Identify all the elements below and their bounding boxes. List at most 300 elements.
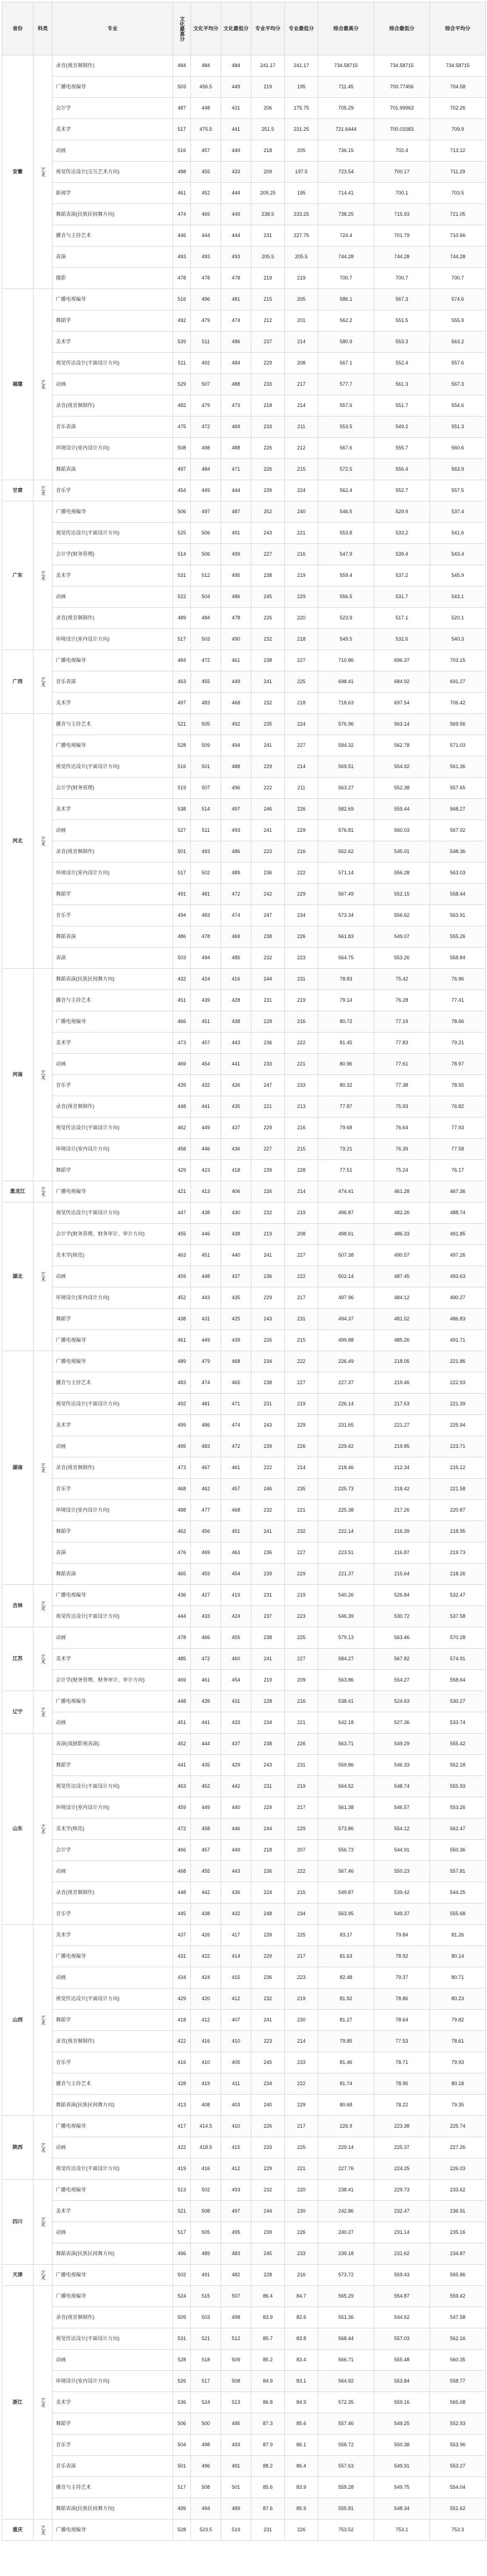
culture-avg-cell: 462	[191, 1479, 221, 1500]
culture-max-cell: 531	[173, 2328, 191, 2350]
culture-max-cell: 473	[173, 1033, 191, 1054]
culture-min-cell: 441	[221, 1054, 251, 1075]
table-row	[2, 2180, 486, 2201]
culture-max-cell: 529	[173, 374, 191, 395]
total-max-cell: 572.5	[318, 459, 374, 480]
total-min-cell: 225.37	[374, 2137, 430, 2158]
total-max-cell: 231.65	[318, 1415, 374, 1436]
total-max-cell: 557.46	[318, 2413, 374, 2435]
pro-avg-cell: 239	[251, 1436, 285, 1457]
culture-max-cell: 499	[173, 2498, 191, 2520]
culture-max-cell: 484	[173, 650, 191, 671]
pro-min-cell: 226	[285, 2520, 318, 2541]
culture-max-cell: 455	[173, 1224, 191, 1245]
major-cell: 舞蹈表演	[52, 926, 173, 948]
table-row	[2, 2201, 486, 2222]
culture-avg-cell: 512	[191, 565, 221, 586]
major-cell: 播音与主持艺术	[52, 225, 173, 247]
pro-avg-cell: 236	[251, 863, 285, 884]
major-cell: 环境设计(室内设计方向)	[52, 863, 173, 884]
pro-min-cell: 175.75	[285, 98, 318, 119]
total-min-cell: 532.6	[374, 629, 430, 650]
culture-min-cell: 481	[221, 289, 251, 310]
table-row	[2, 2520, 486, 2541]
total-min-cell: 231.14	[374, 2222, 430, 2243]
culture-max-cell: 509	[173, 2307, 191, 2328]
table-row	[2, 820, 486, 841]
pro-avg-cell: 240	[251, 2095, 285, 2116]
culture-max-cell: 466	[173, 1840, 191, 1861]
header-kelei: 科类	[34, 2, 52, 55]
kelei-cell: 艺术	[34, 289, 52, 480]
total-max-cell: 474.41	[318, 1181, 374, 1202]
culture-max-cell: 497	[173, 693, 191, 714]
total-avg-cell: 543.4	[430, 544, 486, 565]
pro-avg-cell: 228	[251, 1691, 285, 1712]
total-avg-cell: 562.16	[430, 2328, 486, 2350]
total-avg-cell: 537.58	[430, 1606, 486, 1627]
total-max-cell: 549.5	[318, 629, 374, 650]
total-min-cell: 567.3	[374, 289, 430, 310]
major-cell: 舞蹈表演	[52, 459, 173, 480]
total-min-cell: 219.46	[374, 1372, 430, 1394]
total-max-cell: 551.36	[318, 2307, 374, 2328]
total-min-cell: 546.57	[374, 1797, 430, 1819]
total-max-cell: 576.81	[318, 820, 374, 841]
culture-min-cell: 468	[221, 693, 251, 714]
pro-avg-cell: 233	[251, 416, 285, 438]
major-cell: 音乐学	[52, 2052, 173, 2073]
table-row	[2, 863, 486, 884]
total-max-cell: 83.17	[318, 1925, 374, 1946]
culture-max-cell: 516	[173, 756, 191, 778]
pro-avg-cell: 238	[251, 1734, 285, 1755]
culture-min-cell: 495	[221, 2222, 251, 2243]
total-max-cell: 698.41	[318, 671, 374, 693]
pro-min-cell: 86.4	[285, 2456, 318, 2477]
table-row	[2, 990, 486, 1011]
total-min-cell: 216.39	[374, 1521, 430, 1542]
culture-min-cell: 471	[221, 459, 251, 480]
total-min-cell: 75.24	[374, 1160, 430, 1181]
pro-avg-cell: 239	[251, 1564, 285, 1585]
culture-min-cell: 431	[221, 1691, 251, 1712]
culture-min-cell: 428	[221, 990, 251, 1011]
pro-avg-cell: 247	[251, 905, 285, 926]
table-row	[2, 1797, 486, 1819]
table-row	[2, 1245, 486, 1266]
culture-avg-cell: 479	[191, 310, 221, 332]
pro-avg-cell: 226	[251, 1181, 285, 1202]
culture-avg-cell: 474	[191, 1372, 221, 1394]
total-min-cell: 553.3	[374, 332, 430, 353]
pro-min-cell: 226	[285, 2222, 318, 2243]
total-min-cell: 552.7	[374, 480, 430, 501]
total-avg-cell: 571.03	[430, 735, 486, 756]
table-row	[2, 1054, 486, 1075]
culture-avg-cell: 493	[191, 841, 221, 863]
culture-min-cell: 412	[221, 1988, 251, 2010]
pro-avg-cell: 229	[251, 1117, 285, 1139]
culture-avg-cell: 486	[191, 1415, 221, 1436]
total-max-cell: 549.87	[318, 1882, 374, 1903]
culture-min-cell: 425	[221, 1309, 251, 1330]
culture-avg-cell: 489	[191, 2243, 221, 2265]
culture-max-cell: 451	[173, 990, 191, 1011]
culture-avg-cell: 446	[191, 1224, 221, 1245]
total-max-cell: 226.49	[318, 1351, 374, 1372]
total-avg-cell: 225.74	[430, 2116, 486, 2137]
pro-min-cell: 222	[285, 1351, 318, 1372]
major-cell: 舞蹈学	[52, 2010, 173, 2031]
admissions-score-table	[2, 2, 486, 2541]
culture-max-cell: 476	[173, 1542, 191, 1564]
pro-min-cell: 195	[285, 183, 318, 204]
major-cell: 会计学(财务管理)	[52, 544, 173, 565]
major-cell: 舞蹈学	[52, 1309, 173, 1330]
total-min-cell: 696.37	[374, 650, 430, 671]
total-avg-cell: 744.28	[430, 247, 486, 268]
total-min-cell: 531.7	[374, 586, 430, 608]
table-row	[2, 332, 486, 353]
total-min-cell: 223.38	[374, 2116, 430, 2137]
table-row	[2, 1287, 486, 1309]
pro-avg-cell: 236	[251, 1033, 285, 1054]
total-max-cell: 700.7	[318, 268, 374, 289]
culture-min-cell: 415	[221, 1967, 251, 1988]
culture-avg-cell: 443	[191, 1287, 221, 1309]
total-max-cell: 80.32	[318, 1075, 374, 1096]
table-row	[2, 1181, 486, 1202]
total-min-cell: 544.62	[374, 2307, 430, 2328]
total-max-cell: 563.95	[318, 1903, 374, 1925]
pro-avg-cell: 239	[251, 1160, 285, 1181]
culture-avg-cell: 414.5	[191, 2116, 221, 2137]
culture-avg-cell: 479	[191, 1351, 221, 1372]
pro-avg-cell: 233	[251, 1054, 285, 1075]
total-max-cell: 238.41	[318, 2180, 374, 2201]
culture-min-cell: 478	[221, 608, 251, 629]
culture-min-cell: 497	[221, 799, 251, 820]
culture-max-cell: 434	[173, 1967, 191, 1988]
culture-avg-cell: 511	[191, 820, 221, 841]
pro-avg-cell: 88.2	[251, 2456, 285, 2477]
culture-min-cell: 432	[221, 1903, 251, 1925]
culture-min-cell: 472	[221, 1436, 251, 1457]
pro-avg-cell: 231	[251, 990, 285, 1011]
total-max-cell: 714.41	[318, 183, 374, 204]
pro-min-cell: 229	[285, 2095, 318, 2116]
major-cell: 环境设计(室内设计方向)	[52, 438, 173, 459]
total-avg-cell: 555.42	[430, 1734, 486, 1755]
culture-max-cell: 488	[173, 162, 191, 183]
pro-avg-cell: 236	[251, 1266, 285, 1287]
total-max-cell: 562.4	[318, 480, 374, 501]
table-row	[2, 2307, 486, 2328]
pro-min-cell: 84.9	[285, 2392, 318, 2413]
total-min-cell: 215.64	[374, 1564, 430, 1585]
culture-avg-cell: 412	[191, 2010, 221, 2031]
culture-avg-cell: 444	[191, 225, 221, 247]
province-cell: 江苏	[2, 1627, 34, 1691]
pro-avg-cell: 232	[251, 2180, 285, 2201]
total-avg-cell: 555.68	[430, 1903, 486, 1925]
table-row	[2, 1224, 486, 1245]
pro-min-cell: 221	[285, 2158, 318, 2180]
total-avg-cell: 236.91	[430, 2201, 486, 2222]
pro-min-cell: 217	[285, 1946, 318, 1967]
major-cell: 摄影	[52, 268, 173, 289]
major-cell: 动画	[52, 1266, 173, 1287]
culture-avg-cell: 511	[191, 332, 221, 353]
culture-min-cell: 444	[221, 225, 251, 247]
header-major: 专业	[52, 2, 173, 55]
total-avg-cell: 569.56	[430, 714, 486, 735]
kelei-cell: 艺术	[34, 1585, 52, 1627]
major-cell: 舞蹈表演(民族民间舞方向)	[52, 2243, 173, 2265]
total-avg-cell: 78.61	[430, 2031, 486, 2052]
table-row	[2, 1606, 486, 1627]
culture-max-cell: 502	[173, 2265, 191, 2286]
pro-avg-cell: 245	[251, 586, 285, 608]
table-row	[2, 948, 486, 969]
culture-max-cell: 499	[173, 1415, 191, 1436]
total-avg-cell: 557.65	[430, 778, 486, 799]
total-avg-cell: 77.58	[430, 1139, 486, 1160]
total-max-cell: 566.71	[318, 2350, 374, 2371]
total-max-cell: 497.96	[318, 1287, 374, 1309]
major-cell: 广播电视编导	[52, 735, 173, 756]
culture-max-cell: 489	[173, 608, 191, 629]
major-cell: 录音(视音频制作)	[52, 2307, 173, 2328]
pro-avg-cell: 229	[251, 1287, 285, 1309]
major-cell: 广播电视编导	[52, 1011, 173, 1033]
pro-min-cell: 233.25	[285, 204, 318, 225]
culture-max-cell: 489	[173, 1351, 191, 1372]
pro-min-cell: 215	[285, 1330, 318, 1351]
culture-min-cell: 431	[221, 98, 251, 119]
culture-max-cell: 501	[173, 2456, 191, 2477]
table-row	[2, 2392, 486, 2413]
pro-min-cell: 215	[285, 459, 318, 480]
culture-max-cell: 459	[173, 1797, 191, 1819]
culture-max-cell: 504	[173, 2435, 191, 2456]
total-avg-cell: 491.85	[430, 1224, 486, 1245]
pro-avg-cell: 239	[251, 1925, 285, 1946]
total-avg-cell: 567.92	[430, 820, 486, 841]
culture-min-cell: 492	[221, 714, 251, 735]
total-avg-cell: 77.93	[430, 1117, 486, 1139]
total-avg-cell: 555.9	[430, 310, 486, 332]
total-min-cell: 553.84	[374, 2371, 430, 2392]
total-min-cell: 560.03	[374, 820, 430, 841]
major-cell: 表演	[52, 247, 173, 268]
pro-avg-cell: 232	[251, 629, 285, 650]
total-max-cell: 538.41	[318, 1691, 374, 1712]
major-cell: 播音与主持艺术	[52, 2477, 173, 2498]
culture-avg-cell: 515	[191, 2286, 221, 2307]
pro-avg-cell: 231	[251, 1776, 285, 1797]
culture-avg-cell: 508	[191, 2477, 221, 2498]
total-max-cell: 227.37	[318, 1372, 374, 1394]
total-min-cell: 217.26	[374, 1500, 430, 1521]
pro-avg-cell: 236	[251, 1542, 285, 1564]
pro-avg-cell: 234	[251, 2073, 285, 2095]
total-max-cell: 221.37	[318, 1564, 374, 1585]
pro-min-cell: 229	[285, 586, 318, 608]
total-max-cell: 81.27	[318, 2010, 374, 2031]
culture-avg-cell: 410	[191, 2052, 221, 2073]
pro-min-cell: 221	[285, 1712, 318, 1734]
major-cell: 广播电视编导	[52, 1585, 173, 1606]
pro-avg-cell: 229	[251, 756, 285, 778]
total-avg-cell: 558.77	[430, 2371, 486, 2392]
culture-min-cell: 405	[221, 2052, 251, 2073]
total-min-cell: 77.61	[374, 1054, 430, 1075]
total-avg-cell: 555.26	[430, 926, 486, 948]
total-avg-cell: 560.35	[430, 2350, 486, 2371]
pro-avg-cell: 248	[251, 1903, 285, 1925]
total-avg-cell: 79.82	[430, 2010, 486, 2031]
total-avg-cell: 559.42	[430, 2286, 486, 2307]
pro-min-cell: 83.8	[285, 2328, 318, 2350]
pro-min-cell: 214	[285, 1457, 318, 1479]
major-cell: 音乐表演	[52, 2456, 173, 2477]
table-row	[2, 905, 486, 926]
pro-avg-cell: 238	[251, 926, 285, 948]
table-row	[2, 1882, 486, 1903]
table-row	[2, 1436, 486, 1457]
total-max-cell: 557.63	[318, 2456, 374, 2477]
major-cell: 环境设计(室内设计方向)	[52, 1287, 173, 1309]
culture-avg-cell: 451	[191, 1011, 221, 1033]
total-max-cell: 577.7	[318, 374, 374, 395]
pro-min-cell: 214	[285, 395, 318, 416]
culture-min-cell: 474	[221, 905, 251, 926]
table-row	[2, 1903, 486, 1925]
pro-avg-cell: 87.3	[251, 2413, 285, 2435]
total-min-cell: 524.63	[374, 1691, 430, 1712]
total-min-cell: 559.16	[374, 2392, 430, 2413]
culture-min-cell: 449	[221, 140, 251, 162]
culture-min-cell: 430	[221, 1202, 251, 1224]
culture-min-cell: 454	[221, 1564, 251, 1585]
culture-min-cell: 471	[221, 1394, 251, 1415]
pro-min-cell: 219	[285, 1394, 318, 1415]
total-avg-cell: 80.18	[430, 2073, 486, 2095]
culture-min-cell: 435	[221, 1096, 251, 1117]
pro-avg-cell: 87.9	[251, 2435, 285, 2456]
culture-avg-cell: 494	[191, 948, 221, 969]
pro-min-cell: 211	[285, 416, 318, 438]
culture-avg-cell: 449	[191, 1797, 221, 1819]
culture-avg-cell: 477	[191, 1500, 221, 1521]
major-cell: 视觉传达设计(平面设计方向)	[52, 1776, 173, 1797]
culture-avg-cell: 456	[191, 1521, 221, 1542]
total-min-cell: 700.7	[374, 268, 430, 289]
culture-avg-cell: 484	[191, 55, 221, 77]
table-row	[2, 2413, 486, 2435]
culture-min-cell: 486	[221, 841, 251, 863]
total-max-cell: 724.4	[318, 225, 374, 247]
culture-max-cell: 478	[173, 1627, 191, 1649]
culture-avg-cell: 431	[191, 1309, 221, 1330]
major-cell: 表演(戏剧影视表演)	[52, 1734, 173, 1755]
pro-min-cell: 229	[285, 884, 318, 905]
pro-min-cell: 217	[285, 2116, 318, 2137]
total-max-cell: 556.73	[318, 1840, 374, 1861]
pro-min-cell: 208	[285, 1224, 318, 1245]
major-cell: 广播电视编导	[52, 1691, 173, 1712]
total-avg-cell: 555.93	[430, 1776, 486, 1797]
culture-max-cell: 482	[173, 395, 191, 416]
culture-avg-cell: 446	[191, 1139, 221, 1160]
total-avg-cell: 548.36	[430, 841, 486, 863]
major-cell: 美术学	[52, 332, 173, 353]
total-min-cell: 76.28	[374, 990, 430, 1011]
culture-max-cell: 444	[173, 1606, 191, 1627]
culture-avg-cell: 408	[191, 2095, 221, 2116]
pro-avg-cell: 228	[251, 1011, 285, 1033]
pro-avg-cell: 236	[251, 1861, 285, 1882]
table-row	[2, 1627, 486, 1649]
culture-max-cell: 466	[173, 1011, 191, 1033]
pro-avg-cell: 241.17	[251, 55, 285, 77]
total-min-cell: 734.58715	[374, 55, 430, 77]
pro-min-cell: 225	[285, 671, 318, 693]
total-max-cell: 499.88	[318, 1330, 374, 1351]
table-row	[2, 204, 486, 225]
pro-min-cell: 227	[285, 1245, 318, 1266]
total-min-cell: 715.93	[374, 204, 430, 225]
major-cell: 美术学(师范)	[52, 1819, 173, 1840]
kelei-cell: 艺术	[34, 2286, 52, 2520]
culture-max-cell: 511	[173, 353, 191, 374]
pro-min-cell: 229	[285, 1415, 318, 1436]
culture-min-cell: 487	[221, 501, 251, 523]
total-avg-cell: 235.16	[430, 2222, 486, 2243]
pro-avg-cell: 231	[251, 1394, 285, 1415]
total-avg-cell: 222.93	[430, 1372, 486, 1394]
culture-max-cell: 429	[173, 1988, 191, 2010]
total-max-cell: 723.54	[318, 162, 374, 183]
table-row	[2, 2222, 486, 2243]
major-cell: 广播电视编导	[52, 2520, 173, 2541]
culture-max-cell: 492	[173, 1394, 191, 1415]
total-max-cell: 584.32	[318, 735, 374, 756]
kelei-cell: 艺术	[34, 1734, 52, 1925]
major-cell: 舞蹈表演(民族民间舞方向)	[52, 2095, 173, 2116]
header-pro-avg: 专业平均分	[251, 2, 285, 55]
total-avg-cell: 221.39	[430, 1394, 486, 1415]
total-avg-cell: 223.71	[430, 1436, 486, 1457]
culture-max-cell: 508	[173, 438, 191, 459]
kelei-cell: 艺术	[34, 480, 52, 501]
pro-min-cell: 219	[285, 1585, 318, 1606]
total-max-cell: 77.87	[318, 1096, 374, 1117]
table-row	[2, 162, 486, 183]
pro-avg-cell: 244	[251, 1819, 285, 1840]
major-cell: 广播电视编导	[52, 2265, 173, 2286]
major-cell: 广播电视编导	[52, 2286, 173, 2307]
table-row	[2, 1776, 486, 1797]
pro-min-cell: 231	[285, 1755, 318, 1776]
total-avg-cell: 78.66	[430, 1011, 486, 1033]
total-avg-cell: 563.2	[430, 332, 486, 353]
total-max-cell: 564.75	[318, 948, 374, 969]
total-min-cell: 700.17	[374, 162, 430, 183]
major-cell: 会计学(财务管理、财务审计、审计方向)	[52, 1670, 173, 1691]
